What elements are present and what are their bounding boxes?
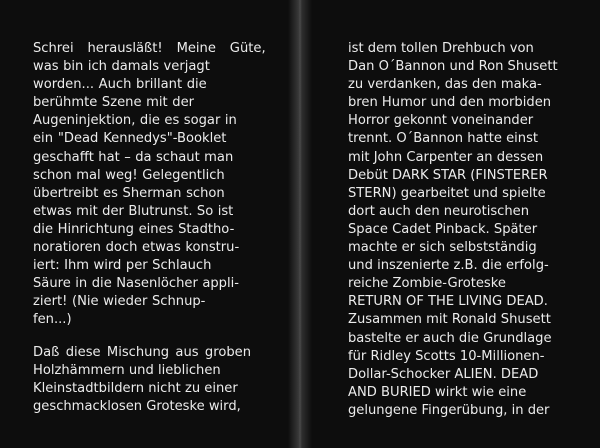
text-line: Kleinstadtbildern nicht zu einer — [33, 381, 238, 397]
text-line: dort auch den neurotischen — [348, 203, 530, 219]
text-line: Debüt DARK STAR (FINSTERER — [348, 167, 548, 183]
text-line: machte er sich selbstständig — [348, 240, 537, 256]
text-line: Holzhämmern und lieblichen — [33, 363, 221, 379]
text-line: ist dem tollen Drehbuch von — [348, 41, 534, 56]
text-line: trennt. O´Bannon hatte einst — [348, 131, 539, 147]
text-line: worden... Auch brillant die — [33, 77, 207, 93]
text-line: Daß diese Mischung aus groben — [33, 345, 251, 360]
text-line: Dan O´Bannon und Ron Shusett — [348, 59, 558, 75]
text-line: STERN) gearbeitet und spielte — [348, 185, 546, 201]
text-line: Säure in die Nasenlöcher appli- — [33, 276, 239, 292]
text-line: Horror gekonnt voneinander — [348, 113, 534, 129]
text-line: fen...) — [33, 312, 72, 328]
left-paragraph-1 — [33, 40, 266, 330]
text-line: und inszenierte z.B. die erfolg- — [348, 258, 549, 274]
text-line: gelungene Fingerübung, in der — [348, 402, 550, 418]
text-line: mit John Carpenter an dessen — [348, 149, 544, 165]
text-line: für Ridley Scotts 10-Millionen- — [348, 348, 545, 364]
text-line: übertreibt es Sherman schon — [33, 185, 225, 201]
text-line: reiche Zombie-Groteske — [348, 276, 506, 292]
text-line: schon mal weg! Gelegentlich — [33, 167, 225, 183]
text-line: Schrei herausläßt! Meine Güte, — [33, 41, 266, 56]
text-line: AND BURIED wirkt wie eine — [348, 384, 527, 400]
text-line: was bin ich damals verjagt — [33, 59, 210, 75]
text-line: zu verdanken, das den maka- — [348, 77, 542, 93]
text-line: berühmte Szene mit der — [33, 95, 195, 111]
text-line: noratioren doch etwas konstru- — [33, 240, 240, 256]
text-line: iert: Ihm wird per Schlauch — [33, 258, 212, 274]
left-paragraph-2 — [33, 344, 251, 416]
text-line: bren Humor und den morbiden — [348, 95, 552, 111]
text-line: die Hinrichtung eines Stadtho- — [33, 221, 235, 237]
text-line: ein "Dead Kennedys"-Booklet — [33, 131, 227, 147]
right-paragraph-1 — [348, 40, 558, 420]
book-gutter — [288, 0, 312, 448]
text-line: Augeninjektion, die es sogar in — [33, 113, 237, 129]
text-line: etwas mit der Blutrunst. So ist — [33, 203, 234, 219]
text-line: geschafft hat – da schaut man — [33, 149, 234, 165]
text-line: ziert! (Nie wieder Schnup- — [33, 294, 206, 310]
text-line: Space Cadet Pinback. Später — [348, 221, 538, 237]
text-line: Dollar-Schocker ALIEN. DEAD — [348, 366, 539, 382]
text-line: RETURN OF THE LIVING DEAD. — [348, 294, 548, 310]
text-line: Zusammen mit Ronald Shusett — [348, 312, 551, 328]
text-line: geschmacklosen Groteske wird, — [33, 399, 241, 415]
text-line: bastelte er auch die Grundlage — [348, 330, 552, 346]
